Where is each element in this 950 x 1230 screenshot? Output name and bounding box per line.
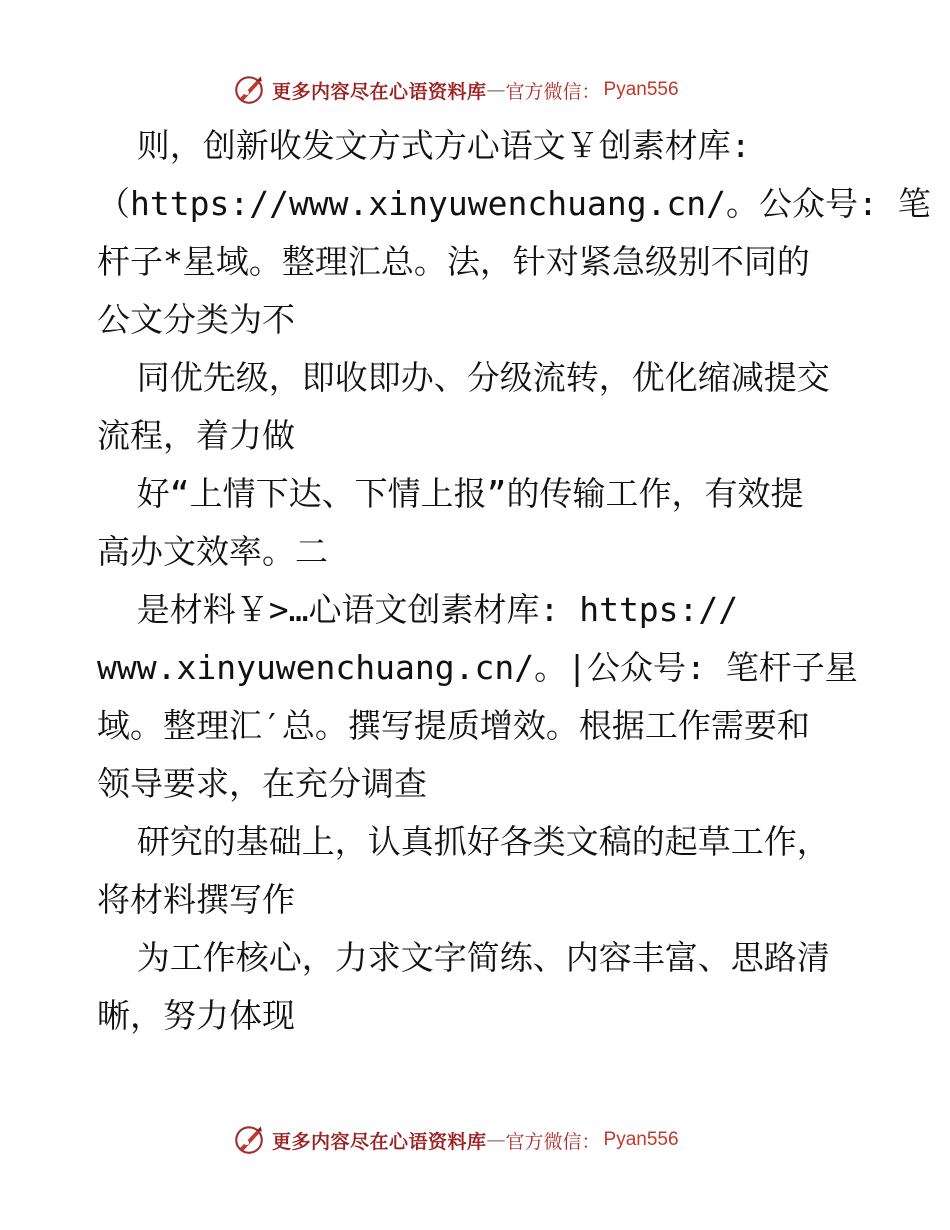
footer-banner bbox=[232, 1120, 679, 1160]
body-line: 好“上情下达、下情上报”的传输工作，有效提 bbox=[97, 474, 804, 513]
quill-logo-icon bbox=[232, 73, 266, 107]
body-line: 公文分类为不 bbox=[97, 300, 295, 339]
banner-title: 更多内容尽在心语资料库 bbox=[272, 80, 487, 103]
banner-separator: — bbox=[486, 1129, 506, 1151]
quill-logo-icon bbox=[232, 1123, 266, 1157]
body-line: 杆子*星域。整理汇总。法，针对紧急级别不同的 bbox=[97, 242, 810, 281]
banner-separator: — bbox=[486, 79, 506, 101]
body-line: 为工作核心，力求文字简练、内容丰富、思路清 bbox=[97, 938, 830, 977]
banner-title: 更多内容尽在心语资料库 bbox=[272, 1130, 487, 1153]
body-line: 是材料￥>…心语文创素材库: https:// bbox=[97, 590, 739, 629]
body-line: 流程，着力做 bbox=[97, 416, 295, 455]
body-line: 则，创新收发文方式方心语文￥创素材库: bbox=[97, 126, 751, 165]
body-line: 研究的基础上，认真抓好各类文稿的起草工作， bbox=[97, 822, 830, 861]
banner-contact-label: 官方微信： bbox=[505, 80, 601, 103]
body-line: 高办文效率。二 bbox=[97, 532, 328, 571]
banner-contact-label: 官方微信： bbox=[505, 1130, 601, 1153]
body-line: 晰，努力体现 bbox=[97, 996, 295, 1035]
body-line: 域。整理汇′总。撰写提质增效。根据工作需要和 bbox=[97, 706, 810, 745]
banner-contact-id: Pyan556 bbox=[603, 1129, 679, 1150]
document-body bbox=[97, 117, 931, 1045]
body-line: 领导要求，在充分调查 bbox=[97, 764, 427, 803]
header-banner bbox=[232, 70, 679, 110]
body-line: www.xinyuwenchuang.cn/。|公众号: 笔杆子星 bbox=[97, 648, 858, 687]
body-line: 将材料撰写作 bbox=[97, 880, 295, 919]
banner-contact-id: Pyan556 bbox=[603, 79, 679, 100]
body-line: （https://www.xinyuwenchuang.cn/。公众号: 笔 bbox=[97, 184, 931, 223]
body-line: 同优先级，即收即办、分级流转，优化缩减提交 bbox=[97, 358, 830, 397]
